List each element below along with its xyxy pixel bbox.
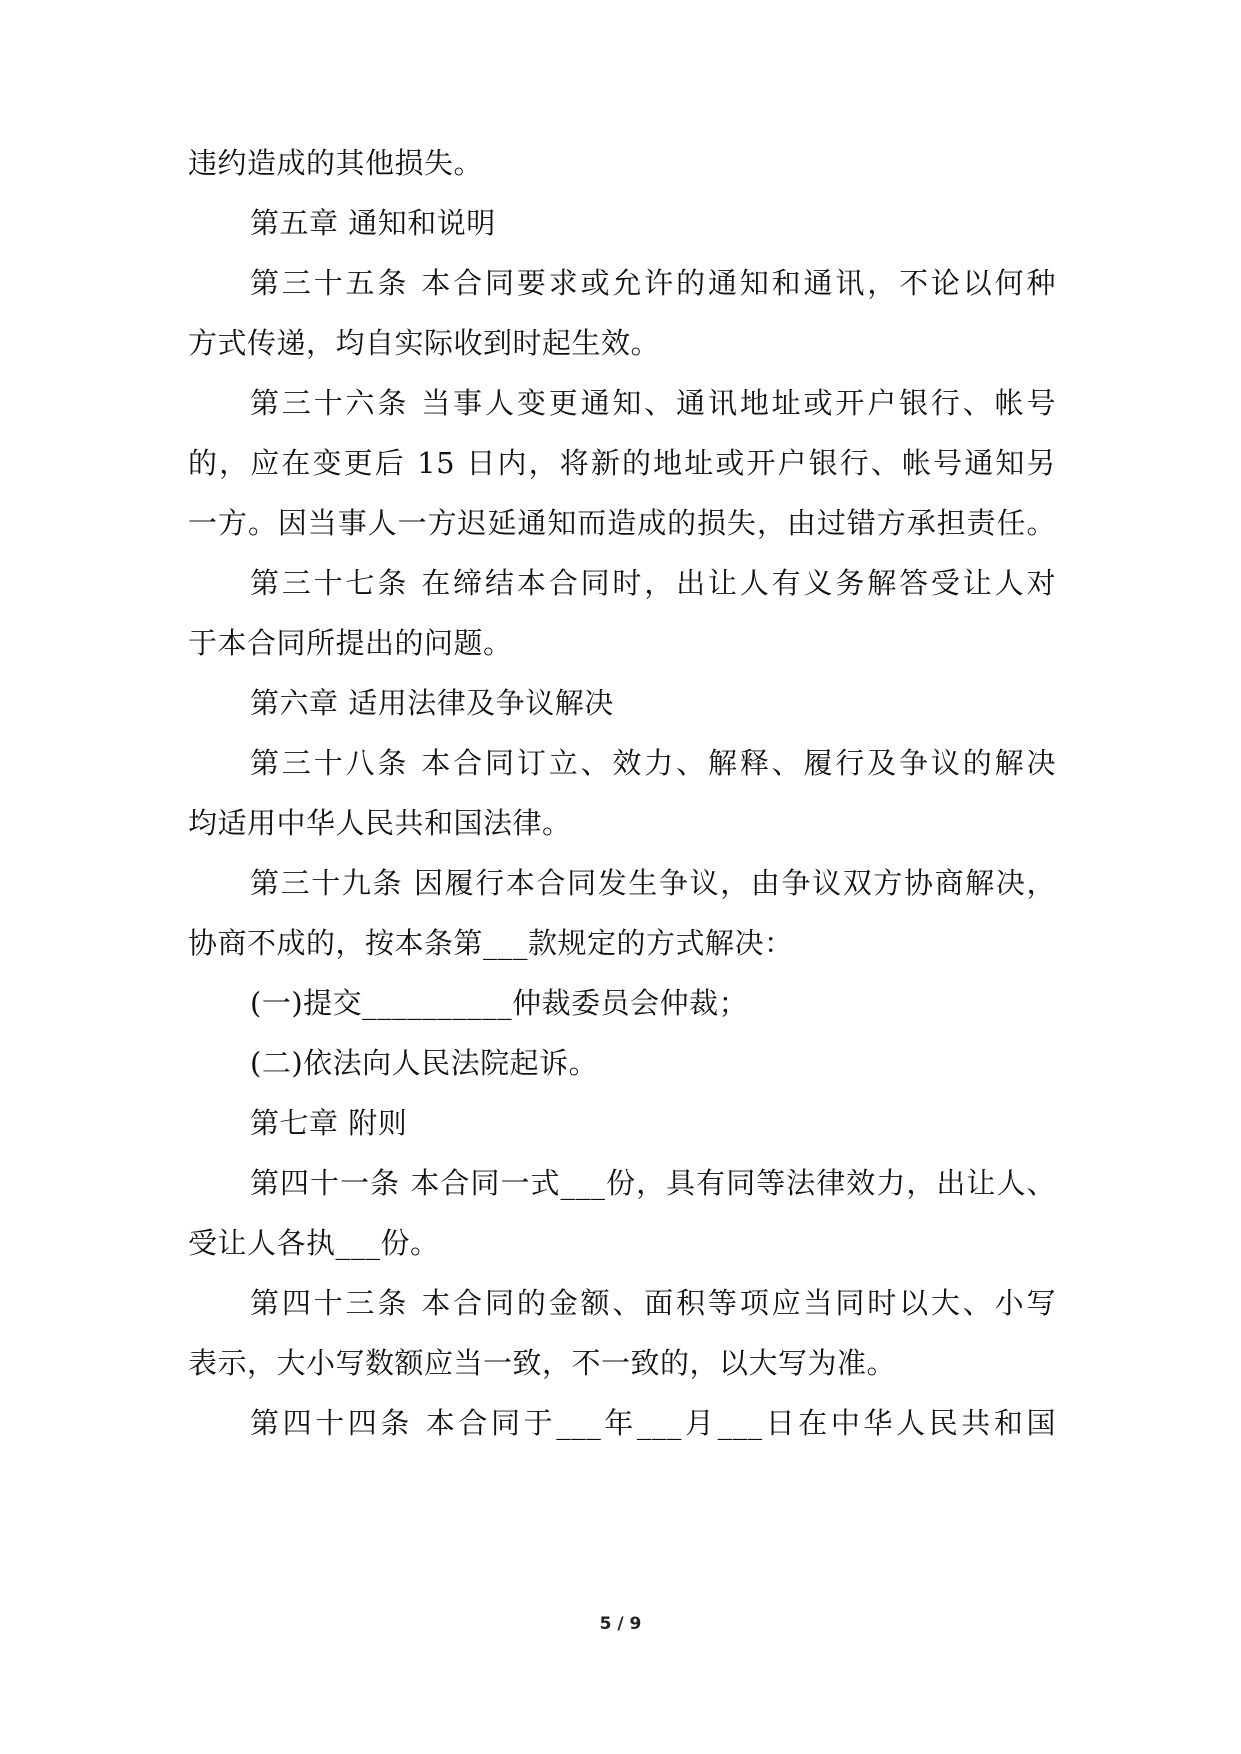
text-line: 第三十六条 当事人变更通知、通讯地址或开户银行、帐号 bbox=[250, 386, 1056, 420]
chapter-heading: 第六章 适用法律及争议解决 bbox=[250, 686, 614, 720]
page-number: 5 / 9 bbox=[599, 1614, 642, 1634]
text-line: 于本合同所提出的问题。 bbox=[188, 626, 513, 660]
text-line: 的，应在变更后 15 日内，将新的地址或开户银行、帐号通知另 bbox=[188, 446, 1056, 480]
chapter-heading: 第七章 附则 bbox=[250, 1106, 408, 1140]
text-line: 协商不成的，按本条第___款规定的方式解决： bbox=[188, 926, 794, 960]
text-line: 第三十五条 本合同要求或允许的通知和通讯，不论以何种 bbox=[250, 266, 1056, 300]
text-line: 第三十七条 在缔结本合同时，出让人有义务解答受让人对 bbox=[250, 566, 1056, 600]
text-line: 第四十三条 本合同的金额、面积等项应当同时以大、小写 bbox=[250, 1286, 1056, 1320]
text-line: 第四十一条 本合同一式___份，具有同等法律效力，出让人、 bbox=[250, 1166, 1056, 1200]
text-line: 受让人各执___份。 bbox=[188, 1226, 440, 1260]
text-line: 第三十九条 因履行本合同发生争议，由争议双方协商解决， bbox=[250, 866, 1056, 900]
text-line: 方式传递，均自实际收到时起生效。 bbox=[188, 326, 661, 360]
text-line: 均适用中华人民共和国法律。 bbox=[188, 806, 572, 840]
text-line: (一)提交__________仲裁委员会仲裁； bbox=[250, 986, 749, 1020]
text-line: 一方。因当事人一方迟延通知而造成的损失，由过错方承担责任。 bbox=[188, 506, 1056, 540]
text-line: 第四十四条 本合同于___年___月___日在中华人民共和国 bbox=[250, 1406, 1056, 1440]
text-line: (二)依法向人民法院起诉。 bbox=[250, 1046, 599, 1080]
text-line: 违约造成的其他损失。 bbox=[188, 146, 484, 180]
text-line: 第三十八条 本合同订立、效力、解释、履行及争议的解决 bbox=[250, 746, 1056, 780]
text-line: 表示，大小写数额应当一致，不一致的，以大写为准。 bbox=[188, 1346, 897, 1380]
chapter-heading: 第五章 通知和说明 bbox=[250, 206, 496, 240]
